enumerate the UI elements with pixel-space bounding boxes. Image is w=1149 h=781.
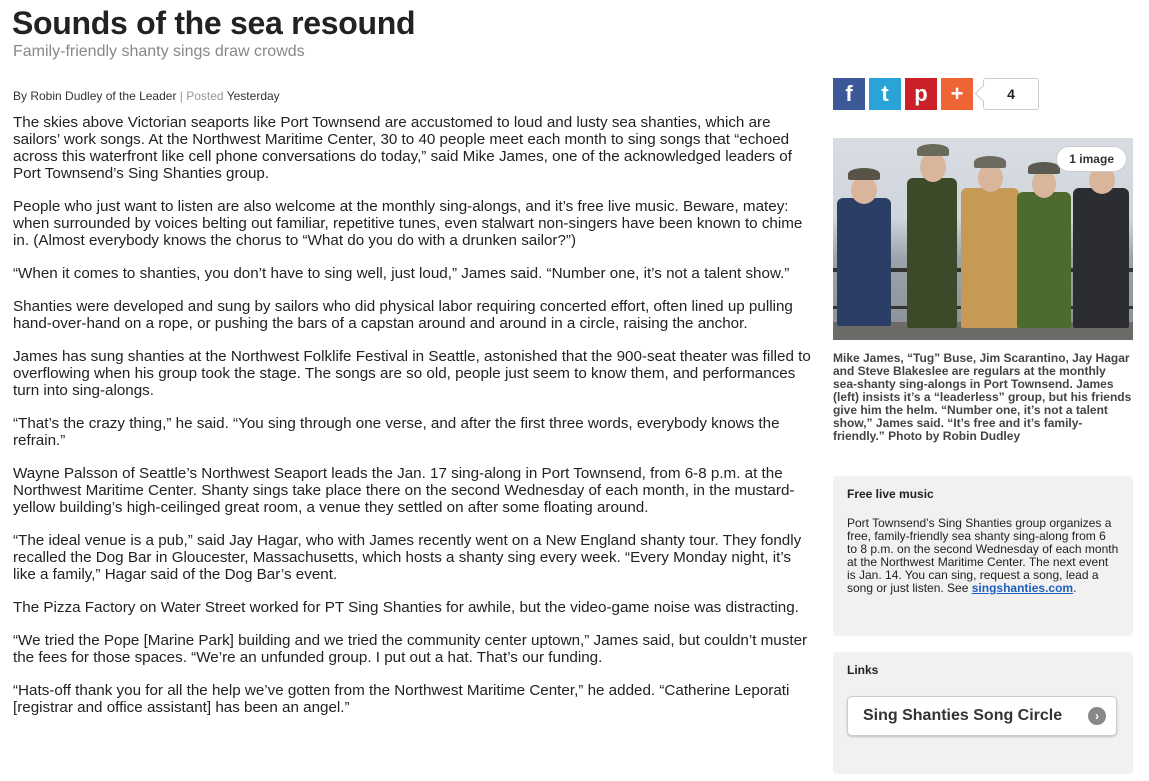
article-paragraph: “That’s the crazy thing,” he said. “You sing through one verse, and after the first three words, everybody knows the refrain.” xyxy=(13,415,780,449)
info-box-title: Free live music xyxy=(847,487,934,501)
info-box-body xyxy=(847,517,1119,595)
sidebar xyxy=(833,78,1133,724)
twitter-icon: t xyxy=(881,81,889,106)
photo-person-hat xyxy=(848,168,880,180)
photo-person xyxy=(837,198,891,326)
info-box-text-end: . xyxy=(1073,581,1077,595)
article-paragraph: People who just want to listen are also welcome at the monthly sing-alongs, and it’s free live music. Beware, matey: when surrounded by voices belting out familiar, repetitive tunes, even stalwart non-singers have been known to chime in. (Almost everybody knows the chorus to “What do you do with a drunken sailor?”) xyxy=(13,198,803,249)
share-count: 4 xyxy=(983,78,1039,110)
article-paragraph: “Hats-off thank you for all the help we’ve gotten from the Northwest Maritime Center,” he added. “Catherine Leporati [registrar and office assistant] has been an angel.” xyxy=(13,682,790,716)
info-box-text: Port Townsend’s Sing Shanties group organizes a free, family-friendly sea shanty sing-along from 6 to 8 p.m. on the second Wednesday of each month at the Northwest Maritime Center. The next event is Jan. 14. You can sing, request a song, lead a song or just listen. See xyxy=(847,516,1119,595)
pinterest-share-button[interactable] xyxy=(905,78,937,110)
article-headline: Sounds of the sea resound xyxy=(12,5,416,41)
share-bar xyxy=(833,78,1133,110)
article-paragraph: Wayne Palsson of Seattle’s Northwest Seaport leads the Jan. 17 sing-along in Port Townsend, from 6-8 p.m. at the Northwest Maritime Center. Shanty sings take place there on the second Wednesday of each month, in the mustard-yellow building’s high-ceilinged great room, a venue they settled on after some floating around. xyxy=(13,465,795,516)
article-photo[interactable] xyxy=(833,138,1133,340)
article-body xyxy=(13,114,813,732)
photo-person-head xyxy=(978,164,1003,192)
article-paragraph: The Pizza Factory on Water Street worked for PT Sing Shanties for awhile, but the video-game noise was distracting. xyxy=(13,599,799,616)
facebook-share-button[interactable] xyxy=(833,78,865,110)
byline-separator: | xyxy=(179,89,183,103)
photo-person xyxy=(1017,192,1071,328)
photo-person-head xyxy=(851,176,877,204)
photo-person xyxy=(907,178,957,328)
article-paragraph: Shanties were developed and sung by sailors who did physical labor requiring concerted effort, often lined up pulling hand-over-hand on a rope, or pushing the bars of a capstan around and around in a circle, raising the anchor. xyxy=(13,298,793,332)
byline-author: By Robin Dudley of the Leader xyxy=(13,89,177,103)
photo-person-hat xyxy=(974,156,1006,168)
links-box-title: Links xyxy=(847,663,879,677)
info-box xyxy=(833,476,1133,636)
photo-caption: Mike James, “Tug” Buse, Jim Scarantino, Jay Hagar and Steve Blakeslee are regulars at the monthly sea-shanty sing-alongs in Port Townsend. James (left) insists it’s a “leaderless” group, but his friends give him the helm. “Number one, it’s not a talent show,” James said. “It’s free and it’s family-friendly.” Photo by Robin Dudley xyxy=(833,351,1132,443)
singshanties-link[interactable]: singshanties.com xyxy=(971,581,1074,595)
article-paragraph: The skies above Victorian seaports like Port Townsend are accustomed to loud and lusty sea shanties, which are sailors’ work songs. At the Northwest Maritime Center, 30 to 40 people meet each month to sing songs that “echoed across this waterfront like cell phone conversations do today,” said Mike James, one of the acknowledged leaders of Port Townsend’s Sing Shanties group. xyxy=(13,114,792,182)
byline-posted-label: Posted xyxy=(186,89,224,103)
pinterest-icon: p xyxy=(914,81,928,106)
plus-icon: + xyxy=(950,81,964,106)
sing-shanties-link-button[interactable] xyxy=(847,696,1117,736)
article-paragraph: James has sung shanties at the Northwest Folklife Festival in Seattle, astonished that the 900-seat theater was filled to overflowing when his group took the stage. The songs are so old, people just seem to know them, and performances turn into sing-alongs. xyxy=(13,348,811,399)
byline xyxy=(13,89,280,103)
photo-person-head xyxy=(1032,170,1056,198)
photo-person-hat xyxy=(1028,162,1060,174)
twitter-share-button[interactable] xyxy=(869,78,901,110)
photo-person-hat xyxy=(917,144,949,156)
link-button-label: Sing Shanties Song Circle xyxy=(863,707,1063,724)
byline-posted-date: Yesterday xyxy=(226,89,280,103)
image-count-badge[interactable]: 1 image xyxy=(1056,146,1127,172)
photo-person xyxy=(1073,188,1129,328)
article-paragraph: “The ideal venue is a pub,” said Jay Hagar, who with James recently went on a New England shanty tour. They fondly recalled the Dog Bar in Gloucester, Massachusetts, which hosts a shanty sing every week. “Every Monday night, it’s like a family,” Hagar said of the Dog Bar’s event. xyxy=(13,532,802,583)
article-paragraph: “When it comes to shanties, you don’t have to sing well, just loud,” James said. “Number one, it’s not a talent show.” xyxy=(13,265,790,282)
photo-person xyxy=(961,188,1019,328)
article-paragraph: “We tried the Pope [Marine Park] building and we tried the community center uptown,” James said, but couldn’t muster the fees for those spaces. “We’re an unfunded group. I put out a hat. That’s our funding. xyxy=(13,632,808,666)
article-subheadline: Family-friendly shanty sings draw crowds xyxy=(13,43,305,60)
chevron-right-icon: › xyxy=(1088,707,1106,725)
links-box xyxy=(833,652,1133,774)
photo-person-head xyxy=(920,152,946,182)
more-share-button[interactable] xyxy=(941,78,973,110)
facebook-icon: f xyxy=(845,81,853,106)
